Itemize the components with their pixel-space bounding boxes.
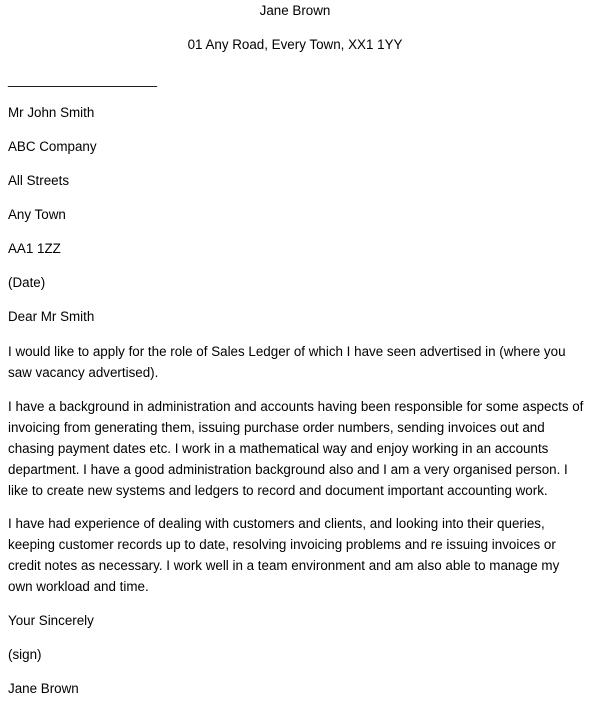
paragraph-line: invoicing from generating them, issuing purchase order numbers, sending invoices out and: [8, 420, 545, 435]
signoff-name: Jane Brown: [8, 681, 79, 696]
closing: Your Sincerely: [8, 613, 94, 628]
paragraph-line: I would like to apply for the role of Sales Ledger of which I have seen advertised in (where you: [8, 344, 566, 359]
paragraph-line: I have had experience of dealing with customers and clients, and looking into their queries,: [8, 516, 545, 531]
paragraph-line: own workload and time.: [8, 579, 149, 594]
recipient-name: Mr John Smith: [8, 105, 95, 120]
letter-date: (Date): [8, 275, 46, 290]
paragraph-line: department. I have a good administration background also and I am a very organised person. I: [8, 462, 568, 477]
recipient-postcode: AA1 1ZZ: [8, 241, 61, 256]
paragraph-line: chasing payment dates etc. I work in a mathematical way and enjoy working in an accounts: [8, 441, 549, 456]
sender-address: 01 Any Road, Every Town, XX1 1YY: [187, 37, 403, 52]
paragraph-line: credit notes as necessary. I work well in a team environment and am also able to manage my: [8, 558, 560, 573]
paragraph-line: saw vacancy advertised).: [8, 365, 159, 380]
paragraph-2: [8, 396, 586, 501]
recipient-town: Any Town: [8, 207, 66, 222]
signature-separator-line: ____________________: [8, 72, 157, 87]
paragraph-line: keeping customer records up to date, resolving invoicing problems and re issuing invoices or: [8, 537, 556, 552]
paragraph-3: [8, 513, 586, 597]
sender-name: Jane Brown: [259, 3, 331, 18]
recipient-company: ABC Company: [8, 139, 97, 154]
paragraph-line: like to create new systems and ledgers to record and document important accounting work.: [8, 483, 548, 498]
paragraph-1: [8, 341, 586, 383]
recipient-street: All Streets: [8, 173, 70, 188]
salutation: Dear Mr Smith: [8, 309, 95, 324]
signature-placeholder: (sign): [8, 647, 42, 662]
paragraph-line: I have a background in administration and accounts having been responsible for some aspects of: [8, 399, 584, 414]
